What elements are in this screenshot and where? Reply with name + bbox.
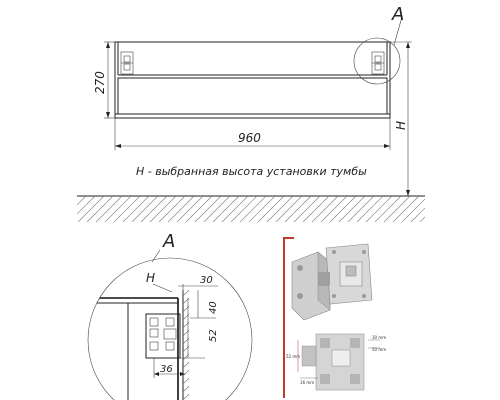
bracket-photo-panel	[282, 238, 396, 398]
wall-hatch-line	[183, 394, 189, 400]
installation-height-note: H - выбранная высота установки тумбы	[136, 165, 367, 178]
detail-a-circle	[354, 38, 400, 84]
wall-hatch-line	[183, 370, 189, 376]
drawer-front	[118, 78, 387, 114]
wall-hatch-line	[183, 386, 189, 392]
detail-bracket-icon	[146, 314, 180, 358]
detail-view-a	[80, 231, 252, 400]
wall-hatch-line	[183, 378, 189, 384]
photo-dim-16: 16 mm	[300, 380, 315, 385]
photo-dim-30: 30 mm	[372, 335, 387, 340]
top-h-marker: H	[394, 120, 408, 130]
dim-30: 30	[200, 275, 213, 286]
photo-dim-50: 50 mm	[372, 347, 387, 352]
dim-40: 40	[208, 301, 219, 314]
photo-dim-52: 52 mm	[286, 354, 301, 359]
dim-36: 36	[160, 364, 173, 375]
detail-callout-a: A	[163, 231, 176, 252]
cabinet-body	[115, 42, 390, 118]
dim-270: 270	[93, 71, 107, 94]
wall-hatch-line	[183, 290, 189, 296]
floor-hatch-line	[429, 196, 455, 222]
top-callout-a: A	[392, 4, 405, 25]
floor-hatching	[60, 196, 455, 222]
right-mounting-bracket-icon	[372, 52, 384, 74]
dim-52: 52	[208, 329, 219, 342]
dim-960: 960	[238, 131, 261, 145]
detail-h-marker: H	[146, 271, 156, 285]
left-mounting-bracket-icon	[121, 52, 133, 74]
wall-hatch-line	[183, 362, 189, 368]
